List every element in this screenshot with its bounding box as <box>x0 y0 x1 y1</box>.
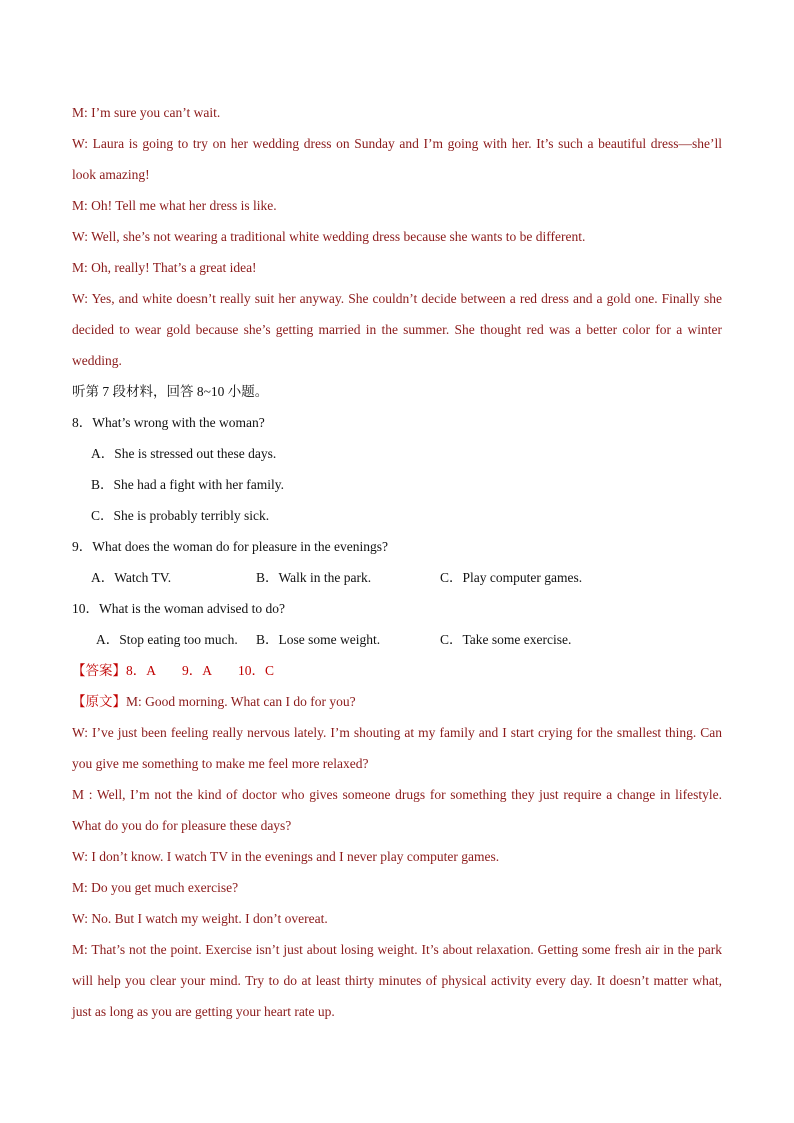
question-10-option-a: A．Stop eating too much. <box>96 632 238 647</box>
original-tag: 【原文】 <box>72 694 126 709</box>
question-10-option-c: C．Take some exercise. <box>440 632 572 647</box>
dialogue-line: W: Well, she’s not wearing a traditional white wedding dress because she wants to be different. <box>72 229 586 244</box>
question-10-stem: 10．What is the woman advised to do? <box>72 601 285 616</box>
answer-tag: 【答案】 <box>72 663 126 678</box>
transcript-line: M : Well, I’m not the kind of doctor who gives someone drugs for something they just require a change in lifestyle. What do you do for pleasure these days? <box>72 787 722 833</box>
question-8-option-c: C．She is probably terribly sick. <box>91 508 270 523</box>
transcript-line: M: That’s not the point. Exercise isn’t just about losing weight. It’s about relaxation. Getting some fresh air in the park will help you clear your mind. Try to do at least thirty minutes of physical activity every day. It doesn’t matter what, just as long as you are getting your heart rate up. <box>72 942 722 1019</box>
dialogue-line: W: Yes, and white doesn’t really suit her anyway. She couldn’t decide between a red dress and a gold one. Finally she decided to wear gold because she’s getting married in the summer. She thought red was a better color for a winter wedding. <box>72 291 722 368</box>
dialogue-line: M: I’m sure you can’t wait. <box>72 105 221 120</box>
transcript-line: M: Good morning. What can I do for you? <box>126 694 356 709</box>
answer-item: 8．A <box>126 663 156 678</box>
question-9-stem: 9．What does the woman do for pleasure in the evenings? <box>72 539 389 554</box>
question-8-option-a: A．She is stressed out these days. <box>91 446 277 461</box>
question-8-stem: 8．What’s wrong with the woman? <box>72 415 265 430</box>
answer-item: 10．C <box>238 663 275 678</box>
original-first-line <box>72 686 722 717</box>
question-10-option-b: B．Lose some weight. <box>256 632 381 647</box>
question-9-option-b: B．Walk in the park. <box>256 570 372 585</box>
transcript-line: W: No. But I watch my weight. I don’t overeat. <box>72 911 328 926</box>
section-intro: 听第 7 段材料，回答 8~10 小题。 <box>72 384 269 399</box>
transcript-line: M: Do you get much exercise? <box>72 880 239 895</box>
question-9-option-a: A．Watch TV. <box>91 570 172 585</box>
answer-key <box>72 655 722 686</box>
answer-item: 9．A <box>182 663 212 678</box>
dialogue-line: M: Oh! Tell me what her dress is like. <box>72 198 277 213</box>
question-8-option-b: B．She had a fight with her family. <box>91 477 284 492</box>
transcript-line: W: I’ve just been feeling really nervous lately. I’m shouting at my family and I start crying for the smallest thing. Can you give me something to make me feel more relaxed? <box>72 725 722 771</box>
question-10-options <box>72 624 722 655</box>
dialogue-line: W: Laura is going to try on her wedding dress on Sunday and I’m going with her. It’s such a beautiful dress—she’ll look amazing! <box>72 136 722 182</box>
question-9-options <box>72 562 722 593</box>
transcript-line: W: I don’t know. I watch TV in the evenings and I never play computer games. <box>72 849 500 864</box>
dialogue-line: M: Oh, really! That’s a great idea! <box>72 260 257 275</box>
document-page <box>72 97 722 1027</box>
question-9-option-c: C．Play computer games. <box>440 570 583 585</box>
